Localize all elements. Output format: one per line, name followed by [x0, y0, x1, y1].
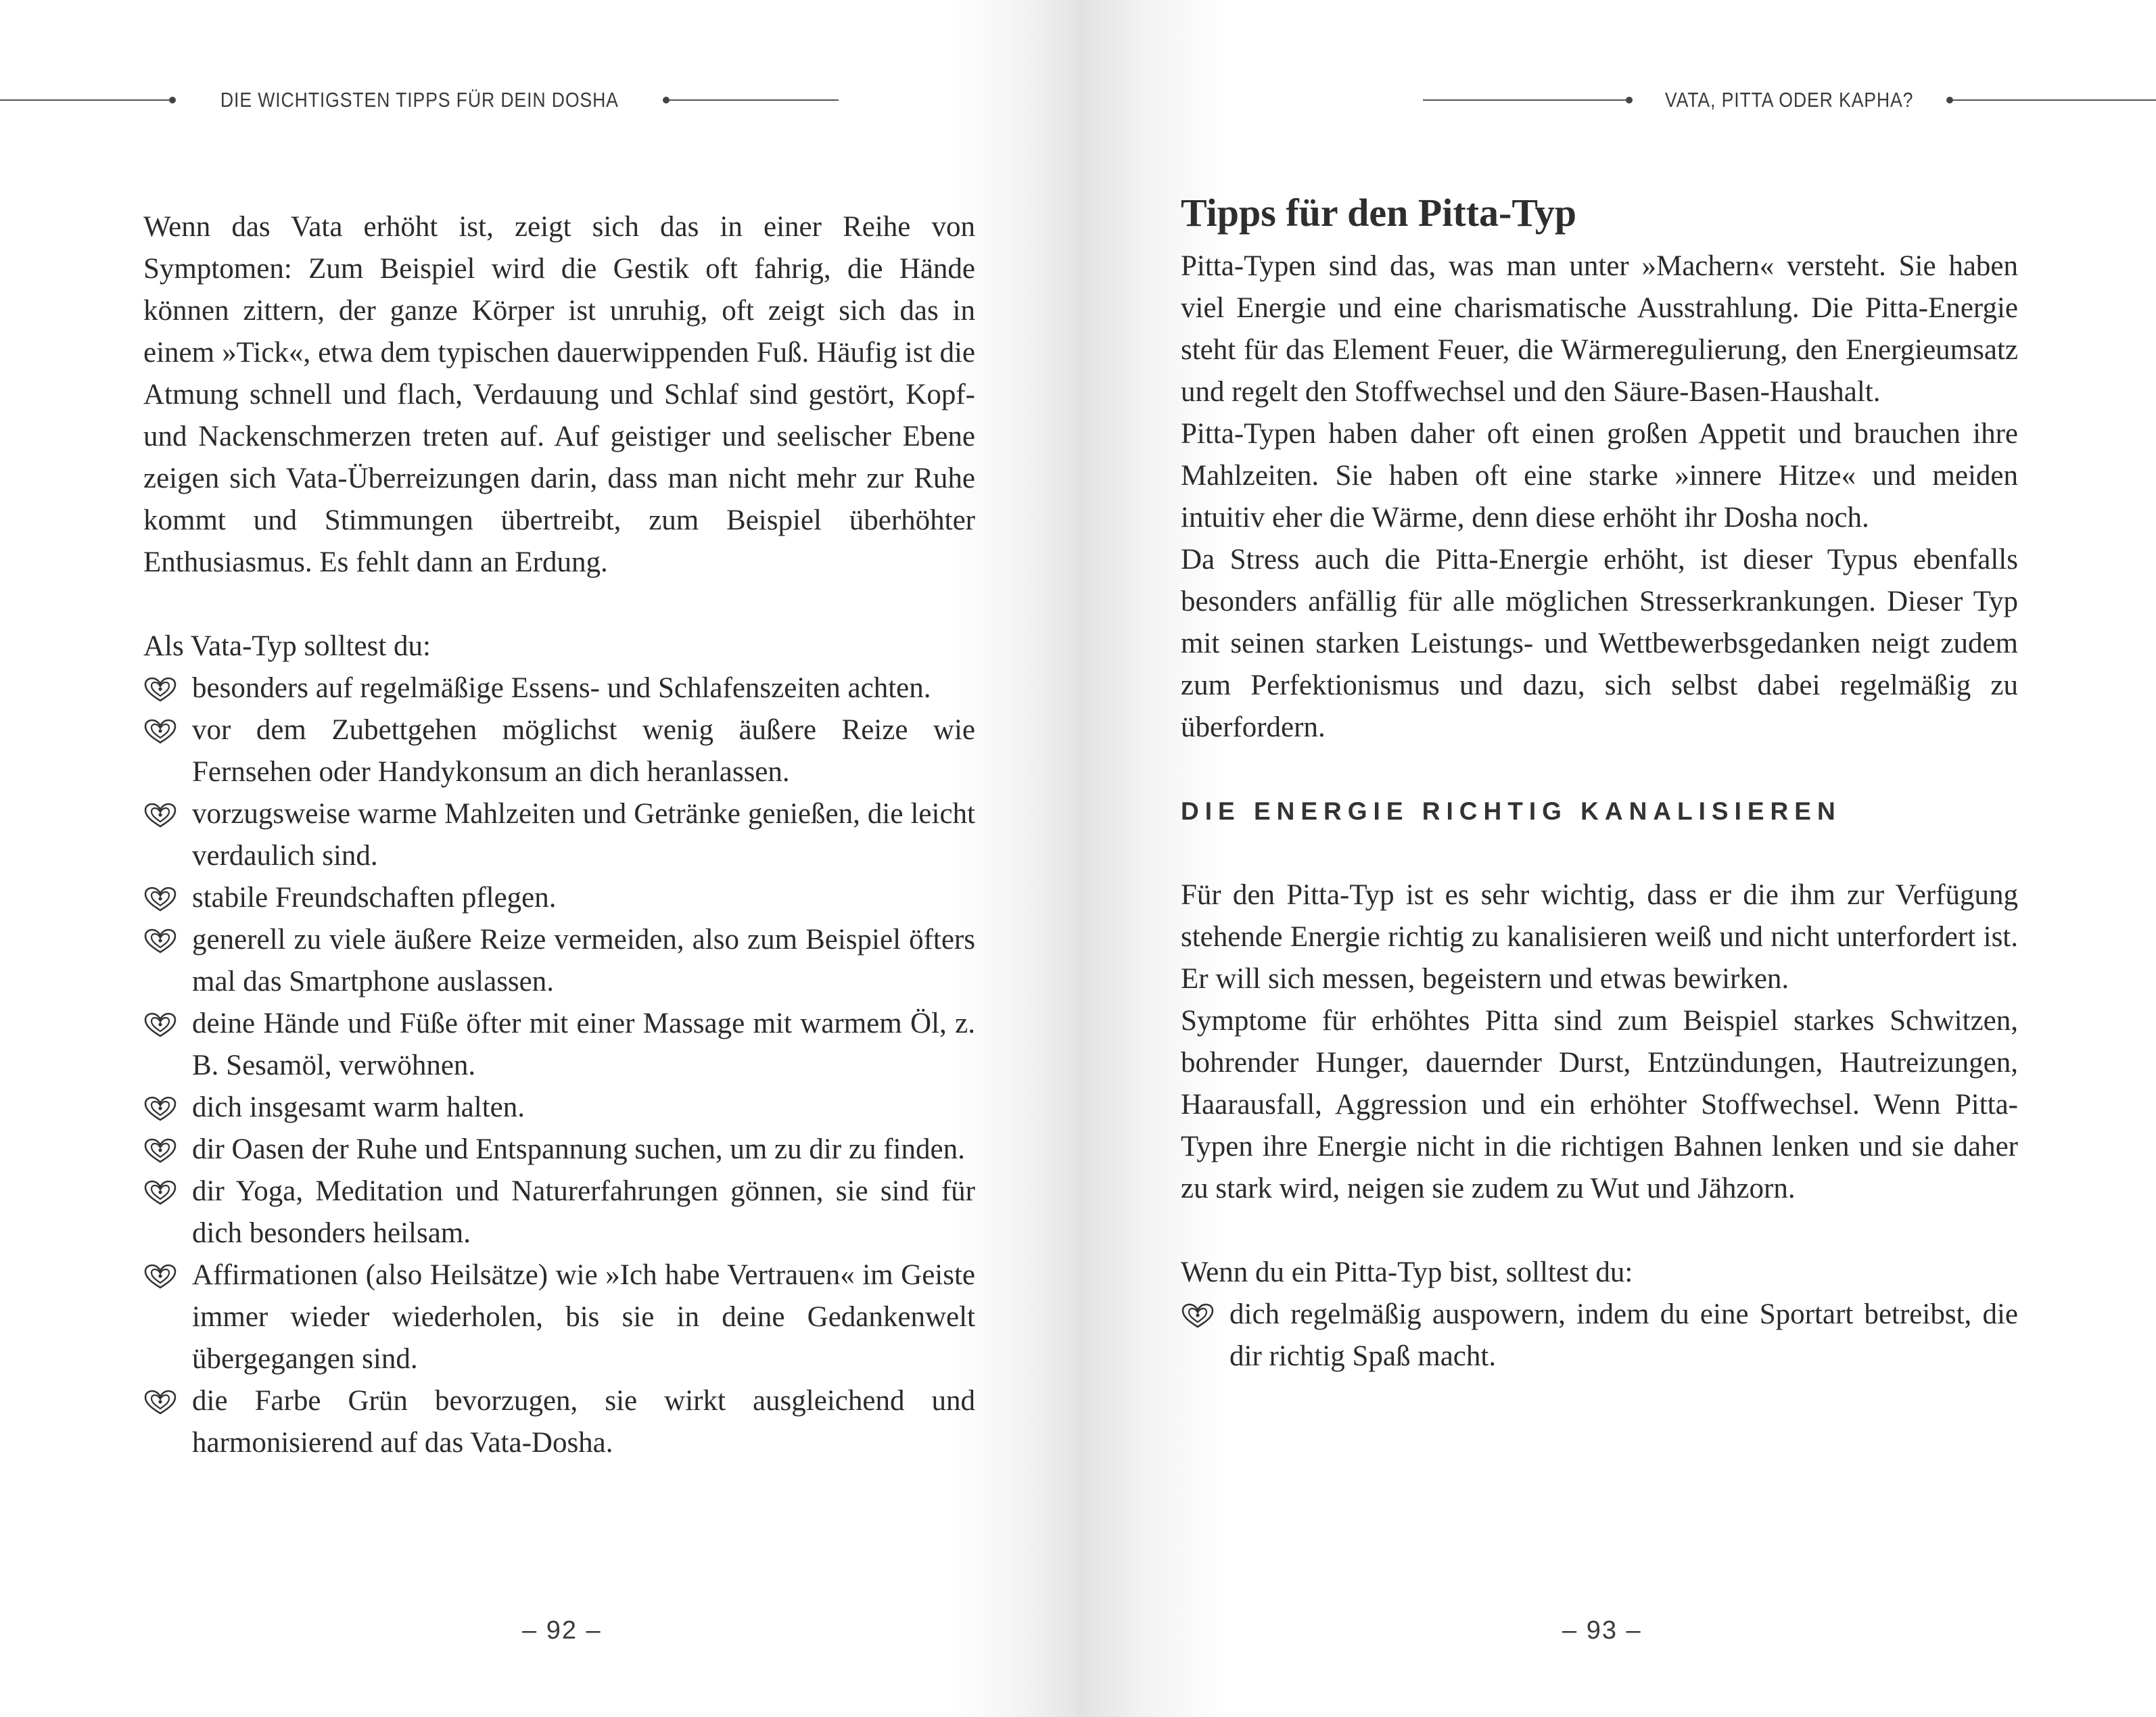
list-item: [143, 1003, 975, 1087]
pitta-tips-list: [1181, 1294, 2018, 1378]
list-item: [143, 667, 975, 709]
header-rule: [1953, 99, 2156, 101]
list-item-text: deine Hände und Füße öfter mit einer Massage mit warmem Öl, z. B. Sesamöl, verwöhnen.: [192, 1008, 975, 1081]
list-item-text: generell zu viele äußere Reize vermeiden, also zum Beispiel öfters mal das Smartphone auslassen.: [192, 924, 975, 997]
body-paragraph: Da Stress auch die Pitta-Energie erhöht, ist dieser Typus ebenfalls besonders anfällig für alle möglichen Stresserkrankungen. Dieser Typ mit seinen starken Leistungs- und Wettbewerbsgedanken neigt zudem zum Perfektionismus und dazu, sich selbst dabei regelmäßig zu überfordern.: [1181, 544, 2018, 743]
ornament-heart-icon: [143, 803, 177, 828]
header-dot: [663, 97, 670, 103]
list-intro: Wenn du ein Pitta-Typ bist, solltest du:: [1181, 1256, 1633, 1288]
header-rule: [0, 99, 169, 101]
list-intro: Als Vata-Typ solltest du:: [143, 630, 431, 662]
subsection-heading: DIE ENERGIE RICHTIG KANALISIEREN: [1181, 797, 1842, 825]
list-item: [143, 1087, 975, 1129]
body-paragraph: Symptome für erhöhtes Pitta sind zum Beispiel starkes Schwitzen, bohrender Hunger, dauernder Durst, Entzündungen, Hautreizungen, Haarausfall, Aggression und ein erhöhter Stoffwechsel. Wenn Pitta-Typen ihre Energie nicht in die richtigen Bahnen lenken und sie daher zu stark wird, neigen sie zudem zu Wut und Jähzorn.: [1181, 1005, 2018, 1204]
list-item: [1181, 1294, 2018, 1378]
list-item-text: die Farbe Grün bevorzugen, sie wirkt ausgleichend und harmonisierend auf das Vata-Dosha.: [192, 1385, 975, 1459]
right-running-head: [1423, 87, 2156, 114]
ornament-heart-icon: [143, 1264, 177, 1290]
list-item-text: stabile Freundschaften pflegen.: [192, 882, 557, 914]
list-item: [143, 877, 975, 919]
header-dot: [1626, 97, 1633, 103]
list-item: [143, 919, 975, 1003]
ornament-heart-icon: [143, 928, 177, 954]
left-body-text: [143, 206, 975, 1464]
list-item-text: vorzugsweise warme Mahlzeiten und Getränke genießen, die leicht verdaulich sind.: [192, 798, 975, 872]
list-item-text: Affirmationen (also Heilsätze) wie »Ich habe Vertrauen« im Geiste immer wieder wiederholen, bis sie in deine Gedankenwelt übergegangen sind.: [192, 1259, 975, 1375]
section-heading: Tipps für den Pitta-Typ: [1181, 191, 1576, 235]
list-item: [143, 1129, 975, 1171]
ornament-heart-icon: [143, 887, 177, 912]
ornament-heart-icon: [143, 1390, 177, 1415]
list-item: [143, 1380, 975, 1464]
list-item: [143, 1171, 975, 1254]
running-head-title: DIE WICHTIGSTEN TIPPS FÜR DEIN DOSHA: [220, 88, 619, 112]
body-paragraph: Wenn das Vata erhöht ist, zeigt sich das in einer Reihe von Symptomen: Zum Beispiel wird die Gestik oft fahrig, die Hände können zittern, der ganze Körper ist unruhig, oft zeigt sich das in einem »Tick«, etwa dem typischen dauerwippenden Fuß. Häufig ist die Atmung schnell und flach, Verdauung und Schlaf sind gestört, Kopf- und Nackenschmerzen treten auf. Auf geistiger und seelischer Ebene zeigen sich Vata-Überreizungen darin, dass man nicht mehr zur Ruhe kommt und Stimmungen übertreibt, zum Beispiel überhöhter Enthusiasmus. Es fehlt dann an Erdung.: [143, 211, 975, 578]
ornament-heart-icon: [143, 677, 177, 703]
list-item-text: dich insgesamt warm halten.: [192, 1091, 525, 1123]
list-item-text: dich regelmäßig auspowern, indem du eine Sportart betreibst, die dir richtig Spaß macht.: [1229, 1298, 2018, 1372]
list-item-text: vor dem Zubettgehen möglichst wenig äußere Reize wie Fernsehen oder Handykonsum an dich heranlassen.: [192, 714, 975, 788]
list-item-text: dir Yoga, Meditation und Naturerfahrungen gönnen, sie sind für dich besonders heilsam.: [192, 1175, 975, 1249]
running-head-title: VATA, PITTA ODER KAPHA?: [1665, 88, 1914, 112]
body-paragraph: Für den Pitta-Typ ist es sehr wichtig, dass er die ihm zur Verfügung stehende Energie richtig zu kanalisieren weiß und nicht unterfordert ist. Er will sich messen, begeistern und etwas bewirken.: [1181, 879, 2018, 995]
list-item-text: dir Oasen der Ruhe und Entspannung suchen, um zu dir zu finden.: [192, 1133, 965, 1165]
body-paragraph: Pitta-Typen haben daher oft einen großen Appetit und brauchen ihre Mahlzeiten. Sie haben oft eine starke »innere Hitze« und meiden intuitiv eher die Wärme, denn diese erhöht ihr Dosha noch.: [1181, 418, 2018, 534]
right-body-text: [1181, 186, 2018, 1378]
vata-tips-list: [143, 667, 975, 1464]
list-item: [143, 793, 975, 877]
header-rule: [1423, 99, 1626, 101]
page-number: – 92 –: [522, 1616, 602, 1645]
header-dot: [1946, 97, 1953, 103]
right-page: [1078, 0, 2156, 1717]
ornament-heart-icon: [143, 1012, 177, 1038]
ornament-heart-icon: [1181, 1303, 1215, 1329]
list-item-text: besonders auf regelmäßige Essens- und Schlafenszeiten achten.: [192, 672, 931, 704]
left-running-head: [0, 87, 839, 114]
ornament-heart-icon: [143, 1096, 177, 1122]
page-number: – 93 –: [1562, 1616, 1642, 1645]
ornament-heart-icon: [143, 1180, 177, 1206]
header-rule: [670, 99, 839, 101]
body-paragraph: Pitta-Typen sind das, was man unter »Machern« versteht. Sie haben viel Energie und eine charismatische Ausstrahlung. Die Pitta-Energie steht für das Element Feuer, die Wärmeregulierung, den Energieumsatz und regelt den Stoffwechsel und den Säure-Basen-Haushalt.: [1181, 250, 2018, 408]
list-item: [143, 1254, 975, 1380]
ornament-heart-icon: [143, 719, 177, 745]
ornament-heart-icon: [143, 1138, 177, 1164]
list-item: [143, 709, 975, 793]
header-dot: [169, 97, 176, 103]
